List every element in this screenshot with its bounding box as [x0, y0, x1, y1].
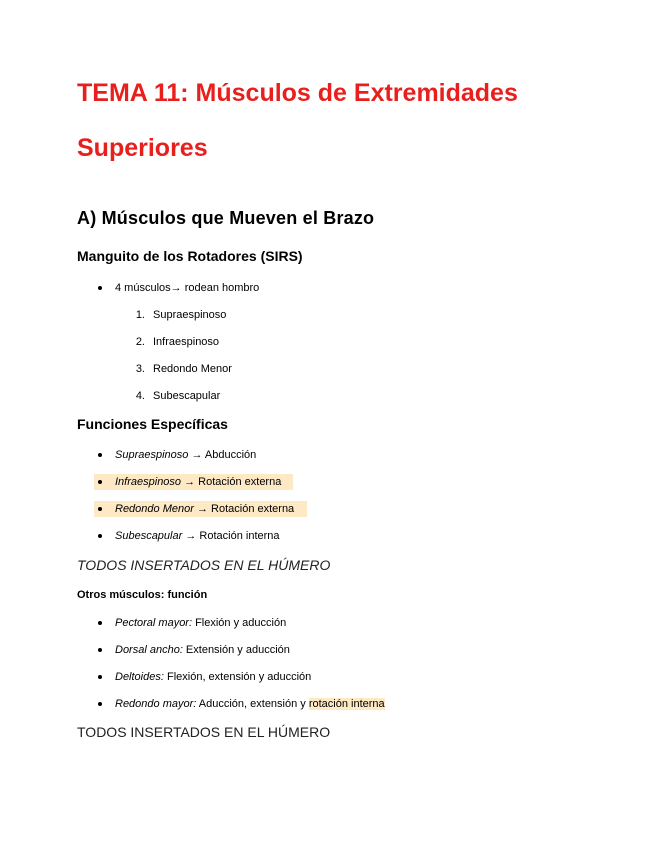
document-title-line-1: TEMA 11: Músculos de Extremidades — [77, 79, 518, 107]
list-item-number: 3. — [135, 363, 145, 375]
bullet-icon — [98, 621, 102, 625]
muscle-name: Dorsal ancho: — [115, 644, 183, 656]
bullet-icon — [98, 453, 102, 457]
muscle-action: Rotación externa — [211, 503, 295, 515]
rotator-bullet-text: 4 músculos→ rodean hombro — [115, 282, 260, 294]
highlighted-action: rotación interna — [308, 698, 385, 710]
functions-note: TODOS INSERTADOS EN EL HÚMERO — [77, 557, 331, 573]
bullet-icon — [98, 702, 102, 706]
list-item-number: 1. — [135, 309, 145, 321]
arrow: → — [193, 503, 212, 515]
muscle-action: Flexión y aducción — [192, 617, 287, 629]
list-item: Supraespinoso — [153, 309, 227, 321]
muscle-action: Rotación interna — [199, 530, 280, 542]
muscle-action: Flexión, extensión y aducción — [163, 671, 312, 683]
other-muscle-item — [115, 642, 290, 658]
list-item: Redondo Menor — [153, 363, 232, 375]
bullet-icon — [98, 480, 102, 484]
other-muscles-note: TODOS INSERTADOS EN EL HÚMERO — [77, 724, 331, 740]
muscle-action: Abducción — [204, 449, 257, 461]
muscle-name: Infraespinoso — [115, 476, 182, 488]
functions-heading: Funciones Específicas — [77, 416, 228, 432]
bullet-icon — [98, 534, 102, 538]
function-item — [115, 474, 281, 490]
muscle-name: Redondo Menor — [115, 503, 194, 515]
function-item — [115, 501, 294, 517]
muscle-name: Redondo mayor: — [115, 698, 197, 710]
list-item: Infraespinoso — [153, 336, 220, 348]
function-item — [115, 528, 280, 544]
bullet-icon — [98, 507, 102, 511]
other-muscle-item — [115, 615, 286, 631]
arrow: → — [181, 476, 199, 488]
muscle-name: Subescapular — [115, 530, 183, 542]
muscle-name: Deltoides: — [115, 671, 164, 683]
arrow: → — [188, 449, 205, 461]
muscle-action: Rotación externa — [198, 476, 282, 488]
muscle-name: Pectoral mayor: — [115, 617, 193, 629]
list-item: Subescapular — [153, 390, 221, 402]
bullet-icon — [98, 675, 102, 679]
bullet-icon — [98, 648, 102, 652]
document-title-line-2: Superiores — [77, 134, 208, 162]
bullet-icon — [98, 286, 102, 290]
muscle-name: Supraespinoso — [115, 449, 189, 461]
list-item-number: 4. — [135, 390, 145, 402]
rotator-cuff-heading: Manguito de los Rotadores (SIRS) — [77, 248, 303, 264]
muscle-action: Aducción, extensión y — [196, 698, 309, 710]
section-heading-a: A) Músculos que Mueven el Brazo — [77, 208, 375, 228]
other-muscle-item — [115, 696, 385, 712]
list-item-number: 2. — [135, 336, 145, 348]
muscle-action: Extensión y aducción — [182, 644, 290, 656]
function-item — [115, 447, 256, 463]
other-muscles-heading: Otros músculos: función — [77, 589, 208, 601]
arrow: → — [182, 530, 200, 542]
other-muscle-item — [115, 669, 311, 685]
